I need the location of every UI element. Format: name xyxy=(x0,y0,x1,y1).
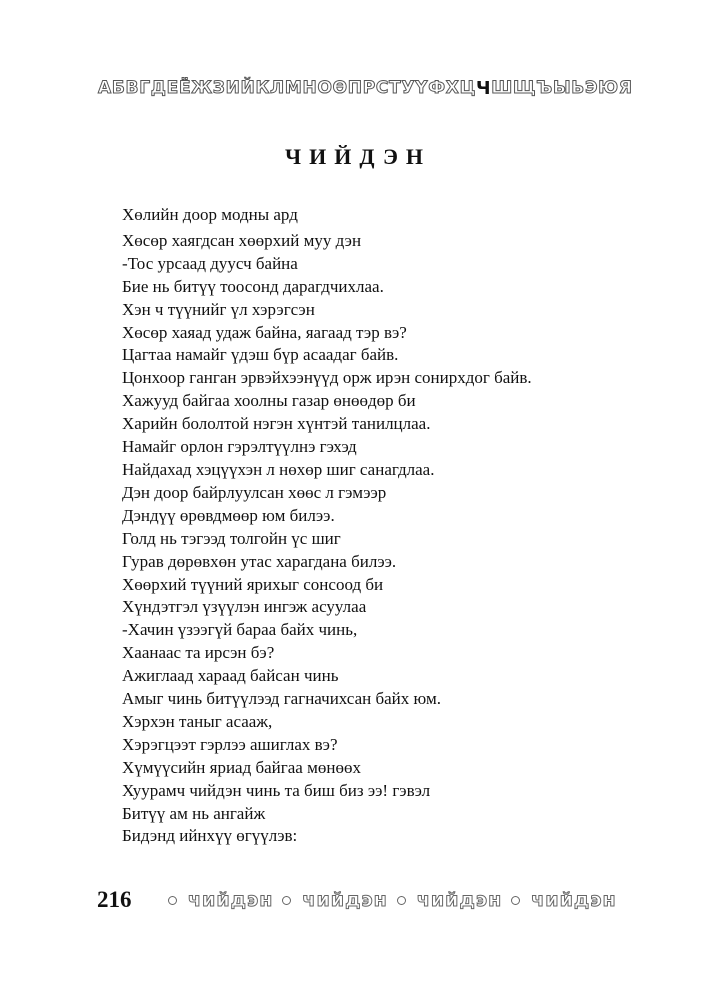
alphabet-letter: С xyxy=(375,78,389,98)
page-number: 216 xyxy=(97,887,132,912)
poem-line: Цагтаа намайг үдэш бүр асаадаг байв. xyxy=(122,345,399,365)
poem-line: Хэрхэн таныг асааж, xyxy=(122,711,273,731)
running-title-word: чийдэн xyxy=(416,889,503,911)
poem-line: Дэндүү өрөвдмөөр юм билээ. xyxy=(122,505,335,525)
alphabet-header xyxy=(98,76,632,100)
poem-line: Найдахад хэцүүхэн л нөхөр шиг санагдлаа. xyxy=(122,459,435,479)
alphabet-letter: Э xyxy=(584,78,598,98)
poem-line: Битүү ам нь ангайж xyxy=(122,803,266,823)
poem-line: Хажууд байгаа хоолны газар өнөөдөр би xyxy=(122,391,416,411)
alphabet-letter: В xyxy=(125,78,139,98)
alphabet-letter: А xyxy=(98,78,112,98)
poem-line: Хөөрхий түүний ярихыг сонсоод би xyxy=(122,574,384,594)
alphabet-letter: Т xyxy=(389,78,401,98)
poem-body xyxy=(122,204,642,848)
alphabet-letter: Й xyxy=(240,78,255,98)
alphabet-letter: Ь xyxy=(571,78,585,98)
page-footer xyxy=(97,884,637,916)
poem-line: Хүндэтгэл үзүүлэн ингэж асуулаа xyxy=(122,597,367,617)
alphabet-letter: Ө xyxy=(332,78,348,98)
poem-line: Хаанаас та ирсэн бэ? xyxy=(122,643,275,663)
alphabet-letter: Н xyxy=(302,78,317,98)
poem-line: Хүмүүсийн яриад байгаа мөнөөх xyxy=(122,757,361,777)
alphabet-letter: Х xyxy=(445,78,459,98)
alphabet-letter: Ю xyxy=(598,78,619,98)
alphabet-letter: Б xyxy=(111,78,125,98)
alphabet-letter: Ж xyxy=(191,78,213,98)
alphabet-letter: О xyxy=(317,78,332,98)
poem-line: Хэн ч түүнийг үл хэрэгсэн xyxy=(122,299,315,319)
alphabet-letter: Д xyxy=(150,78,166,98)
poem-line: Голд нь тэгээд толгойн үс шиг xyxy=(122,528,341,548)
alphabet-letter: Ш xyxy=(491,78,513,98)
alphabet-letter: Ё xyxy=(178,78,191,98)
alphabet-letter: Ъ xyxy=(536,78,553,98)
alphabet-letter: Ы xyxy=(552,78,571,98)
poem-line: Цонхоор ганган эрвэйхээнүүд орж ирэн сонирхдог байв. xyxy=(122,368,532,388)
poem-line: Дэн доор байрлуулсан хөөс л гэмээр xyxy=(122,482,387,502)
alphabet-letter: Е xyxy=(166,78,179,98)
alphabet-letter: П xyxy=(347,78,362,98)
running-title-word: чийдэн xyxy=(531,889,617,911)
poem-line: Гурав дөрөвхөн утас харагдана билээ. xyxy=(122,551,397,571)
poem-line: Ажиглаад хараад байсан чинь xyxy=(122,666,339,686)
bullet-separator xyxy=(282,896,291,905)
alphabet-letter: Ү xyxy=(415,78,428,98)
bullet-separator xyxy=(511,896,520,905)
alphabet-letter: Ч xyxy=(476,77,491,99)
poem-title: ЧИЙДЭН xyxy=(284,144,432,169)
alphabet-letter: Ц xyxy=(459,78,476,98)
poem-line: Харийн бололтой нэгэн хүнтэй танилцлаа. xyxy=(122,414,431,434)
alphabet-letter: З xyxy=(212,78,225,98)
poem-line: -Хачин үзээгүй бараа байх чинь, xyxy=(122,620,358,640)
poem-line: Хөсөр хаяад удаж байна, яагаад тэр вэ? xyxy=(122,322,407,342)
alphabet-letter: К xyxy=(255,78,270,98)
poem-line: Хөсөр хаягдсан хөөрхий муу дэн xyxy=(122,230,362,250)
alphabet-letter: М xyxy=(284,78,302,98)
poem-line: Бидэнд ийнхүү өгүүлэв: xyxy=(122,826,298,846)
poem-line: Хуурамч чийдэн чинь та биш биз ээ! гэвэл xyxy=(122,780,431,800)
poem-line: Хэрэгцээт гэрлээ ашиглах вэ? xyxy=(122,734,338,754)
poem-line: Бие нь битүү тоосонд дарагдчихлаа. xyxy=(122,276,384,296)
alphabet-letter: Л xyxy=(270,78,285,98)
poem-line: Амыг чинь битүүлээд гагначихсан байх юм. xyxy=(122,689,441,709)
running-title-word: чийдэн xyxy=(302,889,388,911)
running-title-word: чийдэн xyxy=(188,889,274,911)
poem-line: Намайг орлон гэрэлтүүлнэ гэхэд xyxy=(122,437,357,457)
alphabet-letter: У xyxy=(401,78,415,98)
poem-line: -Тос урсаад дуусч байна xyxy=(122,253,298,273)
alphabet-letter: Р xyxy=(362,78,376,98)
alphabet-letter: Щ xyxy=(513,78,536,98)
alphabet-letter: Я xyxy=(618,78,632,98)
alphabet-letter: Ф xyxy=(428,78,446,98)
alphabet-letter: И xyxy=(225,78,240,98)
running-title xyxy=(159,889,617,911)
poem-line: Хөлийн доор модны ард xyxy=(122,205,298,224)
bullet-separator xyxy=(397,896,406,905)
alphabet-letter: Г xyxy=(139,78,151,98)
bullet-separator xyxy=(168,896,177,905)
